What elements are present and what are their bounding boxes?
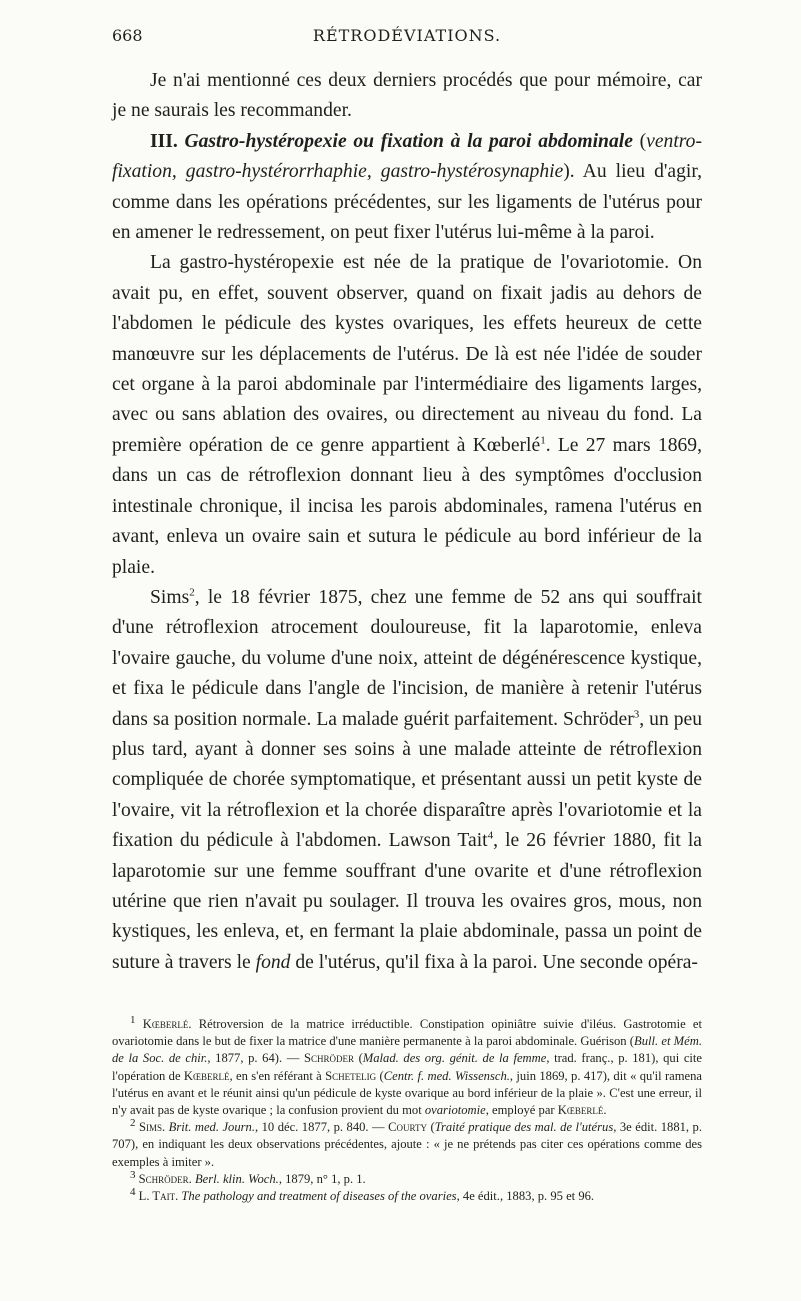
- footnote-ref-1: 1: [540, 434, 546, 447]
- footnote-1-text-h: , employé par: [485, 1103, 558, 1118]
- paragraph-3-text-b: . Le 27 mars 1869, dans un cas de rétroflexion donnant lieu à des symptômes d'occlusion intestinale chronique, il incisa les parois abdominales, ramena l'utérus en avant, enleva un ovaire sain et sutura le pédicule au bord inférieur de la plaie.: [112, 434, 702, 578]
- section-synonyms: ventro-fixation, gastro-hystérorrhaphie, gastro-hystérosynaphie: [112, 130, 702, 183]
- paragraph-4-text-b: , le 18 février 1875, chez une femme de 52 ans qui souffrait d'une rétroflexion atrocement douloureuse, fit la laparotomie, enleva l'ovaire gauche, du volume d'une noix, atteint de dégénérescence kystique, et fixa le pédicule dans l'angle de l'incision, de manière à retenir l'utérus dans sa position normale. La malade guérit parfaitement. Schröder: [112, 586, 702, 730]
- footnote-4: [112, 1185, 702, 1205]
- footnote-1-author-koeberle: Kœberlé: [183, 1068, 230, 1083]
- footnote-1-text-f: (: [376, 1068, 384, 1083]
- footnote-1-source-3: Centr. f. med. Wissensch.: [383, 1068, 510, 1083]
- paragraph-2: [112, 127, 702, 249]
- footnote-2-author-courty: Courty: [388, 1120, 427, 1135]
- footnotes: [112, 1013, 703, 1205]
- paragraph-2-text: Au lieu d'agir, comme dans les opérations précédentes, sur les ligaments de l'utérus pour en amener le redressement, on peut fixer l'utérus lui-même à la paroi.: [112, 161, 702, 244]
- section-number: III.: [150, 130, 178, 152]
- emphasis-fond: fond: [255, 951, 291, 973]
- synonyms-open: (: [632, 130, 647, 152]
- page-number: 668: [112, 26, 143, 45]
- footnote-3: [112, 1168, 702, 1188]
- footnote-ref-3: 3: [633, 708, 640, 720]
- footnote-3-author: Schröder.: [138, 1171, 192, 1186]
- footnote-1-text-a: Rétroversion de la matrice irréductible. Constipation opiniâtre suivie d'iléus. Gastrotomie et ovariotomie dans le but de fixer la matrice d'une manière permanente à la paroi abdominale. Guérison (: [112, 1017, 702, 1049]
- page-header: [112, 26, 702, 50]
- footnote-1-text-b: , 1877, p. 64). —: [207, 1051, 304, 1066]
- paragraph-3-text-a: La gastro-hystéropexie est née de la pratique de l'ovariotomie. On avait pu, en effet, souvent observer, quand on fixait jadis au dehors de l'abdomen le pédicule des kystes ovariques, les effets heureux de cette manœuvre sur les déplacements de l'utérus. De là est née l'idée de souder cet organe à la paroi abdominale par l'intermédiaire des ligaments larges, avec ou sans ablation des ovaires, ou directement au niveau du fond. La première opération de ce genre appartient à Kœberlé: [112, 252, 702, 456]
- footnote-2-text-b: (: [427, 1120, 435, 1135]
- footnote-1-text-g: , juin 1869, p. 417), dit « qu'il ramena l'utérus en avant et le réunit ainsi qu'un pédicule de kyste ovarique au bord inférieur de la plaie ». C'est une erreur, il n'y avait pas de kyste ovarique ; la confusion provient du mot: [112, 1068, 703, 1118]
- footnote-4-author: L. Tait.: [138, 1189, 179, 1204]
- footnote-2-number: 2: [130, 1117, 136, 1130]
- running-title: RÉTRODÉVIATIONS.: [312, 26, 502, 45]
- footnote-3-number: 3: [130, 1168, 136, 1181]
- section-title: Gastro-hystéropexie ou fixation à la paroi abdominale: [184, 130, 633, 152]
- footnote-1: [112, 1013, 703, 1119]
- paragraph-4-text-c: , un peu plus tard, ayant à donner ses soins à une malade atteinte de rétroflexion compliquée de chorée symptomatique, et présentant aussi un petit kyste de l'ovaire, vit la rétroflexion et la chorée disparaître après l'ovariotomie et la fixation du pédicule à l'abdomen. Lawson Tait: [112, 708, 702, 852]
- paragraph-1-text: Je n'ai mentionné ces deux derniers procédés que pour mémoire, car je ne saurais les recommander.: [112, 70, 702, 122]
- section-heading: [150, 131, 633, 152]
- synonyms-close: ).: [563, 161, 575, 183]
- paragraph-4-text-d: , le 26 février 1880, fit la laparotomie sur une femme souffrant d'une ovarite et d'une rétroflexion utérine que rien n'avait pu soulager. Il trouva les ovaires gros, mous, non kystiques, les enleva, et, en fermant la plaie abdominale, passa un point de suture à travers le: [112, 830, 702, 973]
- footnote-1-author-koeberle-2: Kœberlé: [557, 1103, 604, 1118]
- footnote-4-text: , 4e édit., 1883, p. 95 et 96.: [456, 1189, 595, 1204]
- footnote-1-source-1: Bull. et Mém. de la Soc. de chir.: [112, 1034, 702, 1066]
- footnote-2-text-c: , 3e édit. 1881, p. 707), en indiquant les deux observations précédentes, ajoute : « je ne prétends pas citer ces opérations comme des exemples à imiter ».: [112, 1120, 702, 1169]
- footnote-4-number: 4: [130, 1185, 136, 1198]
- paragraph-4-text-a: Sims: [150, 586, 190, 608]
- body-text: [112, 66, 702, 978]
- footnote-2-text-a: , 10 déc. 1877, p. 840. —: [255, 1120, 389, 1135]
- footnote-1-source-2: Malad. des org. génit. de la femme: [362, 1051, 547, 1066]
- footnote-2-source-2: Traité pratique des mal. de l'utérus: [434, 1120, 614, 1135]
- footnote-2-author: Sims.: [138, 1120, 166, 1135]
- footnote-3-source: Berl. klin. Woch.: [194, 1171, 279, 1186]
- footnote-ref-4: 4: [487, 829, 494, 842]
- footnote-1-text-c: (: [353, 1051, 363, 1066]
- footnote-1-author-schetelig: Schetelig: [325, 1068, 377, 1083]
- paragraph-4-text-e: de l'utérus, qu'il fixa à la paroi. Une seconde opéra-: [290, 951, 698, 973]
- footnote-3-text: , 1879, n° 1, p. 1.: [278, 1171, 366, 1186]
- paragraph-1: [112, 66, 702, 127]
- paragraph-3: [112, 248, 702, 582]
- footnote-2: [112, 1119, 702, 1171]
- footnote-1-text-i: .: [603, 1103, 607, 1118]
- paragraph-4: [112, 583, 702, 978]
- footnote-1-author: Kœberlé.: [142, 1017, 192, 1031]
- footnote-1-number: 1: [130, 1013, 136, 1026]
- footnote-1-text-d: , trad. franç., p. 181), qui cite l'opération de: [112, 1051, 702, 1083]
- footnote-ref-2: 2: [189, 586, 195, 599]
- footnote-4-source: The pathology and treatment of diseases of the ovaries: [181, 1189, 457, 1204]
- footnote-1-author-schroder: Schröder: [303, 1051, 354, 1066]
- footnote-1-term: ovariotomie: [424, 1103, 486, 1118]
- footnote-1-text-e: , en s'en référant à: [229, 1068, 326, 1083]
- footnote-2-source-1: Brit. med. Journ.: [168, 1120, 255, 1135]
